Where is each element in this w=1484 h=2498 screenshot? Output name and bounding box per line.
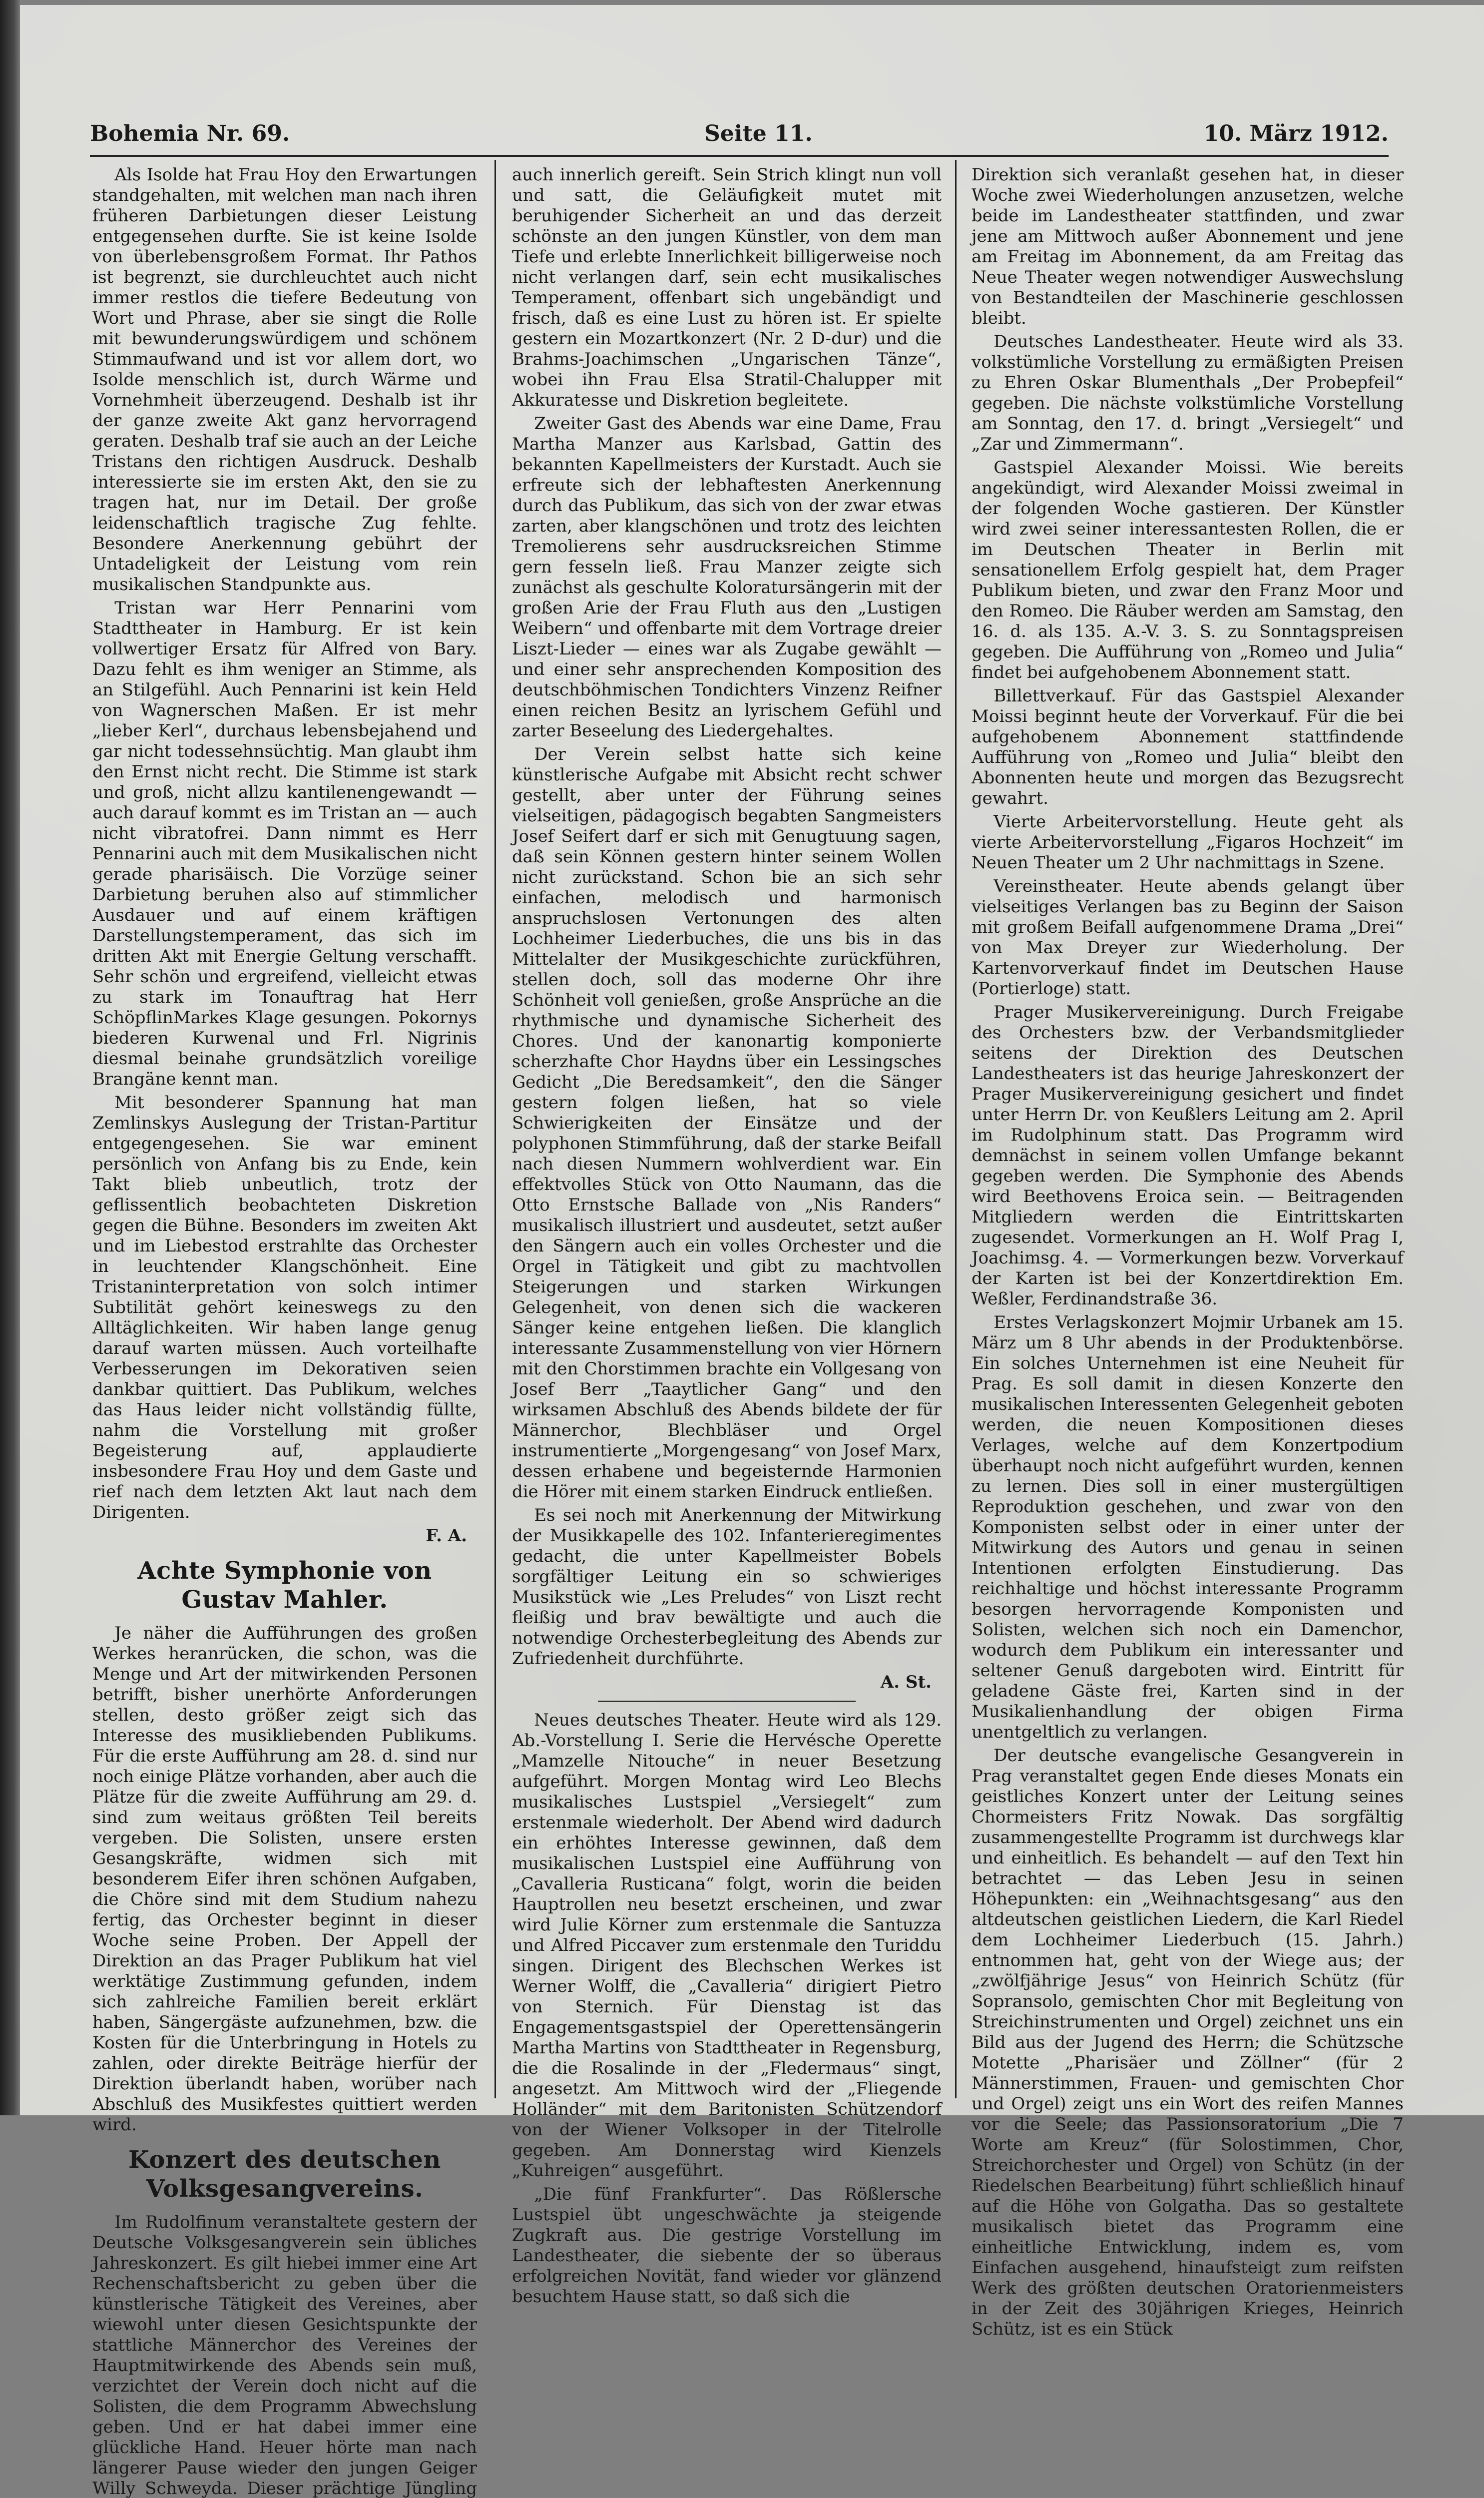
column-divider-1 bbox=[495, 160, 496, 2098]
column-divider-2 bbox=[955, 160, 957, 2098]
paragraph: Je näher die Aufführungen des großen Werkes heranrücken, die schon, was die Menge und Art der mitwirkenden Personen betrifft, bisher unerhörte Anforderungen stellen, desto größer zeigt sich das Interesse des musikliebenden Publikums. Für die erste Aufführung am 28. d. sind nur noch einige Plätze vorhanden, aber auch die Plätze für die zweite Aufführung am 29. d. sind zum weitaus größten Teil bereits vergeben. Die Solisten, unsere ersten Gesangskräfte, widmen sich mit besonderem Eifer ihren schönen Aufgaben, die Chöre sind mit dem Studium nahezu fertig, das Orchester beginnt in dieser Woche seine Proben. Der Appell der Direktion an das Prager Publikum hat viel werktätige Zustimmung gefunden, indem sich zahlreiche Familien bereit erklärt haben, Sängergäste aufzunehmen, bzw. die Kosten für die Unterbringung in Hotels zu zahlen, oder direkte Beiträge hierfür der Direktion überlandt haben, worüber nach Abschluß des Musikfestes quittiert werden wird. bbox=[92, 1623, 477, 2135]
paragraph: „Die fünf Frankfurter“. Das Rößlersche Lustspiel übt ungeschwächte ja steigende Zugkraft aus. Die gestrige Vorstellung im Landestheater, die siebente der so überaus erfolgreichen Novität, fand wieder vor glänzend besuchtem Hause statt, so daß sich die bbox=[512, 2184, 942, 2307]
paragraph: Es sei noch mit Anerkennung der Mitwirkung der Musikkapelle des 102. Infanterieregimentes gedacht, die unter Kapellmeister Bobels sorgfältiger Leitung ein so schwieriges Musikstück wie „Les Preludes“ von Liszt recht fleißig und brav bewältigte und auch die notwendige Orchesterbegleitung des Abends zur Zufriedenheit durchführte. bbox=[512, 1505, 942, 1669]
paragraph: Zweiter Gast des Abends war eine Dame, Frau Martha Manzer aus Karlsbad, Gattin des bekannten Kapellmeisters der Kurstadt. Auch sie erfreute sich der lebhaftesten Anerkennung durch das Publikum, das sich von der zwar etwas zarten, aber klangschönen und trotz des leichten Tremolierens sehr ausdrucksreichen Stimme gern fesseln ließ. Frau Manzer zeigte sich zunächst als geschulte Koloratursängerin mit der großen Arie der Frau Fluth aus den „Lustigen Weibern“ und offenbarte mit dem Vortrage dreier Liszt-Lieder — eines war als Zugabe gewählt — und einer sehr ansprechenden Komposition des deutschböhmischen Tondichters Vinzenz Reifner einen reichen Besitz an lyrischem Gefühl und zarter Beseelung des Liedergehaltes. bbox=[512, 414, 942, 741]
author-signature: F. A. bbox=[426, 1526, 467, 1546]
paragraph: Prager Musikervereinigung. Durch Freigabe des Orchesters bzw. der Verbandsmitglieder seitens der Direktion des Deutschen Landestheaters ist das heurige Jahreskonzert der Prager Musikervereinigung gesichert und findet unter Herrn Dr. von Keußlers Leitung am 2. April im Rudolphinum statt. Das Programm wird demnächst in seinem vollen Umfange bekannt gegeben werden. Die Symphonie des Abends wird Beethovens Eroica sein. — Beitragenden Mitgliedern werden die Eintrittskarten zugesendet. Vormerkungen an H. Wolf Prag I, Joachimsg. 4. — Vormerkungen bezw. Vorverkauf der Karten ist bei der Konzertdirektion Em. Weßler, Ferdinandstraße 36. bbox=[972, 1002, 1404, 1309]
header-publication: Bohemia Nr. 69. bbox=[90, 121, 290, 146]
paragraph: Vereinstheater. Heute abends gelangt über vielseitiges Verlangen bas zu Beginn der Saison mit großem Beifall aufgenommene Drama „Drei“ von Max Dreyer zur Wiederholung. Der Kartenvorverkauf findet im Deutschen Hause (Portierloge) statt. bbox=[972, 876, 1404, 999]
column-2 bbox=[512, 165, 942, 2307]
section-separator bbox=[598, 1701, 856, 1702]
header-date: 10. März 1912. bbox=[1203, 121, 1389, 146]
paragraph: Neues deutsches Theater. Heute wird als 129. Ab.-Vorstellung I. Serie die Hervésche Operette „Mamzelle Nitouche“ in neuer Besetzung aufgeführt. Morgen Montag wird Leo Blechs musikalisches Lustspiel „Versiegelt“ zum erstenmale wiederholt. Der Abend wird dadurch ein erhöhtes Interesse gewinnen, daß dem musikalischen Lustspiel eine Aufführung von „Cavalleria Rusticana“ folgt, worin die beiden Hauptrollen neu besetzt erscheinen, und zwar wird Julie Körner zum erstenmale die Santuzza und Alfred Piccaver zum erstenmale den Turiddu singen. Dirigent des Blechschen Werkes ist Werner Wolff, die „Cavalleria“ dirigiert Pietro von Sternich. Für Dienstag ist das Engagementsgastspiel der Operettensängerin Martha Martins von Stadttheater in Regensburg, die die Rosalinde in der „Fledermaus“ singt, angesetzt. Am Mittwoch wird der „Fliegende Holländer“ mit dem Baritonisten Schützendorf von der Wiener Volksoper in der Titelrolle gegeben. Am Donnerstag wird Kienzels „Kuhreigen“ ausgeführt. bbox=[512, 1710, 942, 2181]
header-page-number: Seite 11. bbox=[704, 121, 813, 146]
page-header bbox=[90, 121, 1389, 156]
paragraph: Der Verein selbst hatte sich keine künstlerische Aufgabe mit Absicht recht schwer gestellt, aber unter der Führung seines vielseitigen, pädagogisch begabten Sangmeisters Josef Seifert darf er sich mit Genugtuung sagen, daß sein Können gestern hinter seinem Wollen nicht zurückstand. Schon bie an sich sehr einfachen, melodisch und harmonisch anspruchslosen Vertonungen des alten Lochheimer Liederbuches, die uns bis in das Mittelalter der Musikgeschichte zurückführen, stellen doch, soll das moderne Ohr ihre Schönheit voll genießen, große Ansprüche an die rhythmische und dynamische Sicherheit des Chores. Und der kanonartig komponierte scherzhafte Chor Haydns über ein Lessingsches Gedicht „Die Beredsamkeit“, den die Sänger gestern folgen ließen, hat so viele Schwierigkeiten der Einsätze und der polyphonen Stimmführung, daß der starke Beifall nach diesen Nummern wohlverdient war. Ein effektvolles Stück von Otto Naumann, das die Otto Ernstsche Ballade von „Nis Randers“ musikalisch illustriert und ausdeutet, setzt außer den Sängern auch ein volles Orchester und die Orgel in Tätigkeit und gibt zu machtvollen Steigerungen und starken Wirkungen Gelegenheit, von denen sich die wackeren Sänger keine entgehen ließen. Die klanglich interessante Zusammenstellung von vier Hörnern mit den Chorstimmen brachte ein Vollgesang von Josef Berr „Taaytlicher Gang“ und den wirksamen Abschluß des Abends bildete der für Männerchor, Blechbläser und Orgel instrumentierte „Morgengesang“ von Josef Marx, dessen erhabene und begeisternde Harmonien die Hörer mit einem starken Eindruck entließen. bbox=[512, 744, 942, 1502]
paragraph: Der deutsche evangelische Gesangverein in Prag veranstaltet gegen Ende dieses Monats ein geistliches Konzert unter der Leitung seines Chormeisters Fritz Nowak. Das sorgfältig zusammengestellte Programm ist durchwegs klar und einheitlich. Es behandelt — auf den Text hin betrachtet — das Leben Jesu in seinen Höhepunkten: ein „Weihnachtsgesang“ aus den altdeutschen geistlichen Liedern, die Karl Riedel dem Lochheimer Liederbuch (15. Jahrh.) entnommen hat, geht von der Wiege aus; der „zwölfjährige Jesus“ von Heinrich Schütz (für Sopransolo, gemischten Chor mit Begleitung von Streichinstrumenten und Orgel) zeichnet uns ein Bild aus der Jugend des Herrn; die Schützsche Motette „Pharisäer und Zöllner“ (für 2 Männerstimmen, Frauen- und gemischten Chor und Orgel) zeigt uns ein Wort des reifen Mannes vor die Seele; das Passionsoratorium „Die 7 Worte am Kreuz“ (für Solostimmen, Chor, Streichorchester und Orgel) von Schütz (in der Riedelschen Bearbeitung) führt schließlich hinauf auf die Höhe von Golgatha. Das so gestaltete musikalisch bietet das Programm eine einheitliche Entwicklung, indem es, vom Einfachen ausgehend, hinaufsteigt zum reifsten Werk des größten deutschen Oratorienmeisters in der Zeit des 30jährigen Krieges, Heinrich Schütz, ist es ein Stück bbox=[972, 1746, 1404, 2339]
paragraph: Tristan war Herr Pennarini vom Stadttheater in Hamburg. Er ist kein vollwertiger Ersatz für Alfred von Bary. Dazu fehlt es ihm weniger an Stimme, als an Stilgefühl. Auch Pennarini ist kein Held von Wagnerschen Maßen. Er ist mehr „lieber Kerl“, durchaus lebensbejahend und gar nicht todessehnsüchtig. Man glaubt ihm den Ernst nicht recht. Die Stimme ist stark und groß, nicht allzu kantilenengewandt — auch darauf kommt es im Tristan an — auch nicht vibratofrei. Dann nimmt es Herr Pennarini auch mit dem Musikalischen nicht gerade pharisäisch. Die Vorzüge seiner Darbietung beruhen also auf stimmlicher Ausdauer und auf einem kräftigen Darstellungstemperament, das sich im dritten Akt mit Energie Geltung verschafft. Sehr schön und ergreifend, vielleicht etwas zu stark im Tonauftrag hat Herr SchöpflinMarkes Klage gesungen. Pokornys biederen Kurwenal und Frl. Nigrinis diesmal beinahe grundsätzlich voreilige Brangäne kennt man. bbox=[92, 598, 477, 1089]
paragraph: auch innerlich gereift. Sein Strich klingt nun voll und satt, die Geläufigkeit mutet mit beruhigender Sicherheit an und das derzeit schönste an den jungen Künstler, von dem man Tiefe und erlebte Innerlichkeit billigerweise noch nicht verlangen darf, sein echt musikalisches Temperament, offenbart sich ungebändigt und frisch, daß es eine Lust zu hören ist. Er spielte gestern ein Mozartkonzert (Nr. 2 D-dur) und die Brahms-Joachimschen „Ungarischen Tänze“, wobei ihn Frau Elsa Stratil-Chalupper mit Akkuratesse und Diskretion begleitete. bbox=[512, 165, 942, 410]
paragraph: Billettverkauf. Für das Gastspiel Alexander Moissi beginnt heute der Vorverkauf. Für die bei aufgehobenem Abonnement stattfindende Aufführung von „Romeo und Julia“ bleibt den Abonnenten heute und morgen das Bezugsrecht gewahrt. bbox=[972, 686, 1404, 808]
paragraph: Als Isolde hat Frau Hoy den Erwartungen standgehalten, mit welchen man nach ihren früheren Darbietungen dieser Leistung entgegensehen durfte. Sie ist keine Isolde von überlebensgroßem Format. Ihr Pathos ist begrenzt, sie durchleuchtet auch nicht immer restlos die tiefere Bedeutung von Wort und Phrase, aber sie singt die Rolle mit bewunderungswürdigem und schönem Stimmaufwand und ist vor allem dort, wo Isolde menschlich ist, durch Wärme und Vornehmheit überzeugend. Deshalb ist ihr der ganze zweite Akt ganz hervorragend geraten. Deshalb traf sie auch an der Leiche Tristans den richtigen Ausdruck. Deshalb interessierte sie im ersten Akt, den sie zu tragen hat, nur im Detail. Der große leidenschaftlich tragische Zug fehlte. Besondere Anerkennung gebührt der Untadeligkeit der Leistung vom rein musikalischen Standpunkte aus. bbox=[92, 165, 477, 595]
paragraph: Im Rudolfinum veranstaltete gestern der Deutsche Volksgesangverein sein übliches Jahreskonzert. Es gilt hiebei immer eine Art Rechenschaftsbericht zu geben über die künstlerische Tätigkeit des Vereines, aber wiewohl unter diesen Gesichtspunkte der stattliche Männerchor des Vereines der Hauptmitwirkende des Abends sein muß, verzichtet der Verein doch nicht auf die Solisten, die dem Programm Abwechslung geben. Und er hat dabei immer eine glückliche Hand. Heuer hörte man nach längerer Pause wieder den jungen Geiger Willy Schweyda. Dieser prächtige Jüngling bbox=[92, 2212, 477, 2498]
paragraph: Mit besonderer Spannung hat man Zemlinskys Auslegung der Tristan-Partitur entgegengesehen. Sie war eminent persönlich von Anfang bis zu Ende, kein Takt blieb unbeutlich, trotz der geflissentlich beobachteten Diskretion gegen die Bühne. Besonders im zweiten Akt und im Liebestod erstrahlte das Orchester in leuchtender Klangschönheit. Eine Tristaninterpretation von solch intimer Subtilität gehört keineswegs zu den Alltäglichkeiten. Wir haben lange genug darauf warten müssen. Auch vorteilhafte Verbesserungen im Dekorativen seien dankbar quittiert. Das Publikum, welches das Haus leider nicht vollständig füllte, nahm die Vorstellung mit großer Begeisterung auf, applaudierte insbesondere Frau Hoy und dem Gaste und rief nach dem letzten Akt laut nach dem Dirigenten. bbox=[92, 1093, 477, 1522]
book-spine bbox=[0, 0, 20, 2115]
paragraph: Vierte Arbeitervorstellung. Heute geht als vierte Arbeitervorstellung „Figaros Hochzeit“ im Neuen Theater um 2 Uhr nachmittags in Szene. bbox=[972, 812, 1404, 873]
paragraph: Erstes Verlagskonzert Mojmir Urbanek am 15. März um 8 Uhr abends in der Produktenbörse. Ein solches Unternehmen ist eine Neuheit für Prag. Es soll damit in diesen Konzerte den musikalischen Interessenten Gelegenheit geboten werden, die neuen Kompositionen dieses Verlages, welche auf dem Konzertpodium überhaupt noch nicht aufgeführt wurden, kennen zu lernen. Dies soll in einer mustergültigen Reproduktion geschehen, und zwar von den Komponisten selbst oder in einer unter der Mitwirkung des Autors und genau in seinen Intentionen erfolgten Einstudierung. Das reichhaltige und höchst interessante Programm besorgen hervorragende Komponisten und Solisten, welchen sich noch ein Damenchor, wodurch dem Publikum ein interessanter und seltener Genuß dargeboten wird. Eintritt für geladene Gäste frei, Karten sind in der Musikalienhandlung der obigen Firma unentgeltlich zu verlangen. bbox=[972, 1312, 1404, 1742]
header-rule bbox=[90, 155, 1389, 157]
column-3 bbox=[972, 165, 1404, 2339]
column-1 bbox=[92, 165, 477, 2498]
newspaper-page bbox=[20, 5, 1484, 2498]
author-signature: A. St. bbox=[880, 1672, 932, 1692]
article-heading-volksgesangverein: Konzert des deutschen Volksgesangvereins. bbox=[128, 2146, 441, 2203]
paragraph: Gastspiel Alexander Moissi. Wie bereits angekündigt, wird Alexander Moissi zweimal in der folgenden Woche gastieren. Der Künstler wird zwei seiner interessantesten Rollen, die er im Deutschen Theater in Berlin mit sensationellem Erfolg gespielt hat, dem Prager Publikum bieten, und zwar den Franz Moor und den Romeo. Die Räuber werden am Samstag, den 16. d. als 135. A.-V. 3. S. zu Sonntagspreisen gegeben. Die Aufführung von „Romeo und Julia“ findet bei aufgehobenem Abonnement statt. bbox=[972, 458, 1404, 682]
article-heading-mahler: Achte Symphonie von Gustav Mahler. bbox=[137, 1557, 432, 1614]
paragraph: Direktion sich veranlaßt gesehen hat, in dieser Woche zwei Wiederholungen anzusetzen, welche beide im Landestheater stattfinden, und zwar jene am Mittwoch außer Abonnement und jene am Freitag im Abonnement, da am Freitag das Neue Theater wegen notwendiger Auswechslung von Bestandteilen der Maschinerie geschlossen bleibt. bbox=[972, 165, 1404, 328]
paragraph: Deutsches Landestheater. Heute wird als 33. volkstümliche Vorstellung zu ermäßigten Preisen zu Ehren Oskar Blumenthals „Der Probepfeil“ gegeben. Die nächste volkstümliche Vorstellung am Sonntag, den 17. d. bringt „Versiegelt“ und „Zar und Zimmermann“. bbox=[972, 332, 1404, 454]
